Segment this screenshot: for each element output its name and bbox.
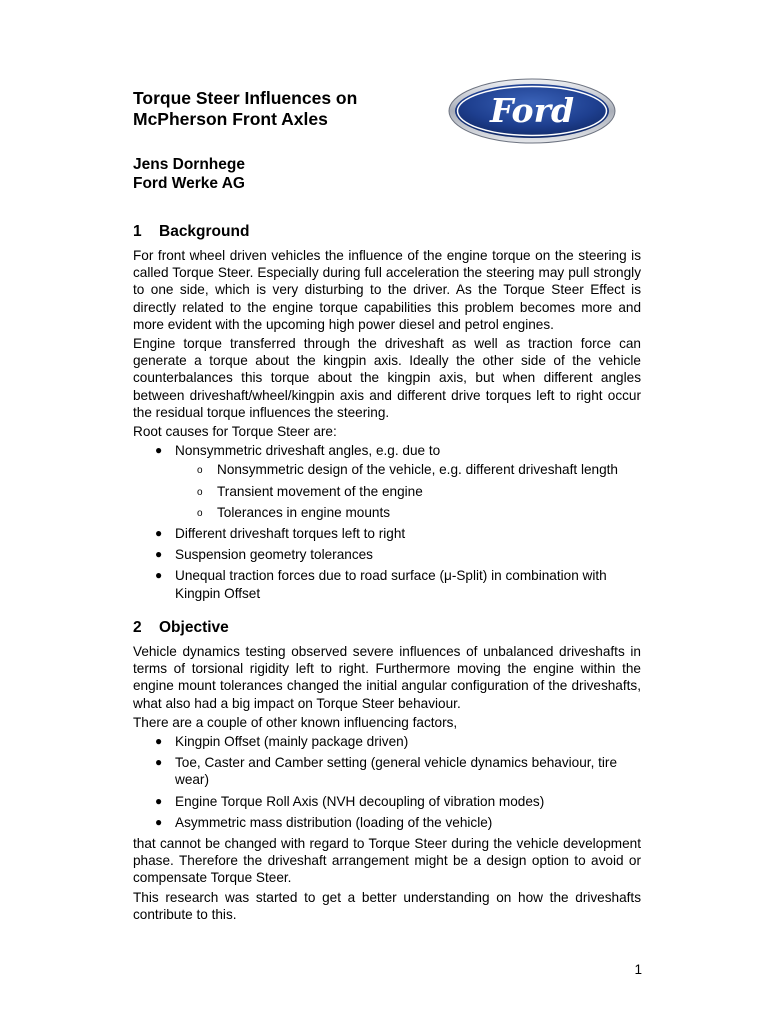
bullet-icon: ● [155, 814, 163, 829]
paragraph: Root causes for Torque Steer are: [133, 424, 337, 440]
author-name: Jens Dornhege [133, 156, 245, 173]
list-item [133, 814, 641, 831]
circle-bullet-icon: o [197, 486, 203, 498]
bullet-icon: ● [155, 734, 163, 749]
author-affiliation: Ford Werke AG [133, 175, 245, 192]
sub-list-item-text: Transient movement of the engine [217, 483, 423, 499]
ford-logo-wordmark: Ford [489, 91, 575, 130]
list-item-text: Asymmetric mass distribution (loading of the vehicle) [175, 814, 493, 830]
page-number: 1 [634, 962, 642, 977]
sub-list-item-text: Nonsymmetric design of the vehicle, e.g. different driveshaft length [217, 462, 618, 478]
sub-list-item [175, 483, 641, 500]
paragraph: There are a couple of other known influencing factors, [133, 714, 458, 730]
list-item-text: Different driveshaft torques left to right [175, 526, 406, 542]
bullet-icon: ● [155, 526, 163, 541]
bullet-icon: ● [155, 443, 163, 458]
paragraph: For front wheel driven vehicles the influence of the engine torque on the steering is called Torque Steer. Especially during full acceleration the steering may pull strongly to one side, which is very disturbing to the driver. As the Torque Steer Effect is directly related to the engine torque capabilities this problem becomes more and more evident with the upcoming high power diesel and petrol engines. [133, 248, 641, 332]
section-heading [133, 618, 641, 637]
circle-bullet-icon: o [197, 507, 203, 519]
sub-list-item-text: Tolerances in engine mounts [217, 504, 391, 520]
list-item [133, 793, 641, 810]
list-item-text: Toe, Caster and Camber setting (general vehicle dynamics behaviour, tire wear) [175, 755, 618, 788]
list-item-text: Nonsymmetric driveshaft angles, e.g. due to [175, 443, 441, 459]
document-title [133, 88, 357, 130]
paragraph: Engine torque transferred through the driveshaft as well as traction force can generate a torque about the kingpin axis. Ideally the other side of the vehicle counterbalances this torque about the kingpin axis, but when different angles between driveshaft/wheel/kingpin axis and different drive torques left to right occur the residual torque influences the steering. [133, 336, 641, 420]
list-item [133, 546, 641, 563]
list-item [133, 754, 641, 788]
bullet-icon: ● [155, 568, 163, 583]
list-item-text: Engine Torque Roll Axis (NVH decoupling of vibration modes) [175, 793, 545, 809]
factors-list [133, 733, 641, 831]
root-causes-list [133, 442, 641, 602]
list-item [133, 442, 641, 521]
sub-list-item [175, 504, 641, 521]
bullet-icon: ● [155, 793, 163, 808]
paragraph: that cannot be changed with regard to Torque Steer during the vehicle development phase. Therefore the driveshaft arrangement might be a design option to avoid or compensate Torque Steer. [133, 836, 641, 886]
section-number: 2 [133, 619, 142, 636]
circle-bullet-icon: o [197, 465, 203, 477]
section-number: 1 [133, 223, 142, 240]
list-item [133, 733, 641, 750]
paragraph: Vehicle dynamics testing observed severe influences of unbalanced driveshafts in terms of torsional rigidity left to right. Furthermore moving the engine within the engine mount tolerances changed the initial angular configuration of the driveshafts, what also had a big impact on Torque Steer behaviour. [133, 644, 641, 711]
list-item [133, 567, 641, 601]
section-title: Objective [159, 619, 229, 636]
list-item-text: Suspension geometry tolerances [175, 547, 373, 563]
title-line-2: McPherson Front Axles [133, 109, 328, 129]
list-item-text: Unequal traction forces due to road surface (μ-Split) in combination with Kingpin Offset [175, 568, 607, 601]
sub-list [175, 461, 641, 521]
section-background [133, 222, 641, 606]
section-objective [133, 618, 641, 925]
author-block [133, 155, 245, 193]
bullet-icon: ● [155, 547, 163, 562]
list-item-text: Kingpin Offset (mainly package driven) [175, 734, 409, 750]
bullet-icon: ● [155, 755, 163, 770]
title-line-1: Torque Steer Influences on [133, 88, 358, 108]
sub-list-item [175, 461, 641, 478]
section-title: Background [159, 223, 250, 240]
section-heading [133, 222, 641, 241]
list-item [133, 525, 641, 542]
paragraph: This research was started to get a better understanding on how the driveshafts contribute to this. [133, 889, 641, 922]
ford-logo [448, 78, 616, 144]
